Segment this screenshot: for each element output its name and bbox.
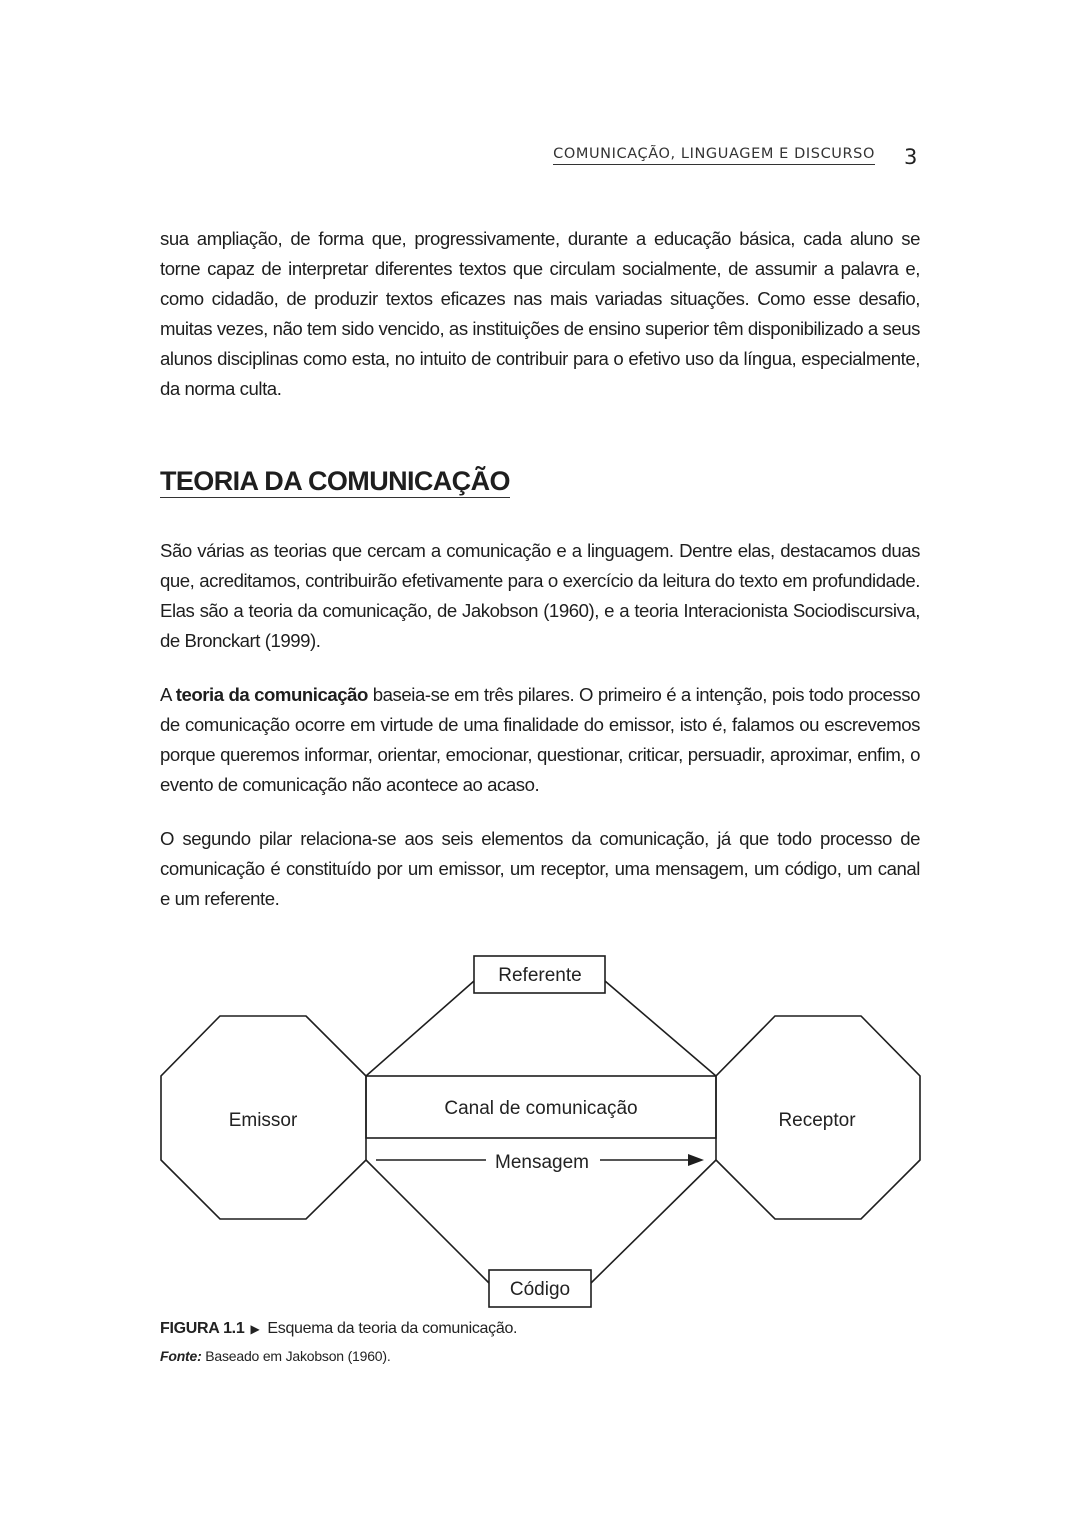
paragraph-first-pillar-prefix: A [160,684,176,705]
paragraph-theories: São várias as teorias que cercam a comunicação e a linguagem. Dentre elas, destacamos duas que, acreditamos, contribuirão efetivamente para o exercício da leitura do texto em profundidade. Elas são a teoria da comunicação, de Jakobson (1960), e a teoria Interacionista Sociodiscursiva, de Bronckart (1999). [160,540,920,651]
codigo-label: Código [509,1279,571,1300]
connector-emissor-referente [366,981,474,1076]
mensagem-label: Mensagem [495,1152,589,1173]
connector-referente-receptor [605,981,716,1076]
figure-label: FIGURA 1.1 [160,1320,245,1337]
section-title-text: TEORIA DA COMUNICAÇÃO [160,466,510,496]
source-label: Fonte: [160,1348,202,1364]
source-text: Baseado em Jakobson (1960). [201,1348,391,1364]
connector-codigo-receptor [591,1160,716,1283]
emissor-label: Emissor [228,1110,298,1131]
figure-caption-text: Esquema da teoria da comunicação. [267,1320,518,1337]
paragraph-first-pillar-rest: baseia-se em três pilares. O primeiro é a intenção, pois todo processo de comunicação ocorre em virtude de uma finalidade do emissor, isto é, falamos ou escrevemos porque queremos informar, orientar, emocionar, questionar, criticar, persuadir, aproximar, enfim, o evento de comunicação não acontece ao acaso. [160,684,920,795]
connector-emissor-codigo [366,1160,489,1283]
term-teoria-da-comunicacao: teoria da comunicação [175,684,368,705]
receptor-label: Receptor [778,1110,856,1131]
referente-label: Referente [498,965,582,986]
caption-arrow-icon: ▶ [250,1322,260,1336]
paragraph-intro-continuation: sua ampliação, de forma que, progressivamente, durante a educação básica, cada aluno se torne capaz de interpretar diferentes textos que circulam socialmente, de assumir a palavra e, como cidadão, de produzir textos eficazes nas mais variadas situações. Como esse desafio, muitas vezes, não tem sido vencido, as instituições de ensino superior têm disponibilizado a seus alunos disciplinas como esta, no intuito de contribuir para o efetivo uso da língua, especialmente, da norma culta. [160,228,920,399]
figure-source [160,1348,391,1364]
canal-label: Canal de comunicação [444,1098,638,1119]
page-number: 3 [904,145,918,169]
mensagem-arrowhead [688,1154,704,1166]
figure-caption [160,1320,517,1338]
paragraph-second-pillar: O segundo pilar relaciona-se aos seis elementos da comunicação, já que todo processo de comunicação é constituído por um emissor, um receptor, uma mensagem, um código, um canal e um referente. [160,828,920,909]
running-title: COMUNICAÇÃO, LINGUAGEM E DISCURSO [553,146,875,165]
